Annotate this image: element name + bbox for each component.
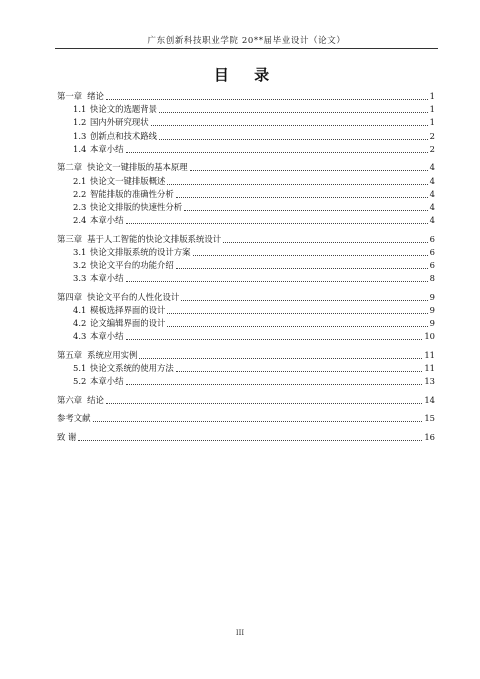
toc-entry-number: 4.2: [73, 318, 87, 329]
toc-entry-number: 第二章: [57, 162, 83, 173]
toc-page-number: 11: [424, 349, 435, 360]
toc-page-number: 6: [429, 260, 435, 271]
toc-section-entry[interactable]: [57, 175, 435, 188]
toc-page-number: 8: [429, 273, 435, 284]
toc-entry-number: 1.1: [73, 104, 87, 115]
toc-dot-leader: [167, 313, 427, 314]
toc-dot-leader: [93, 421, 423, 422]
toc-page-number: 6: [429, 233, 435, 244]
toc-entry-number: 第一章: [57, 90, 83, 101]
header-rule: [55, 48, 438, 49]
table-of-contents: [57, 90, 435, 444]
toc-entry-title: 参考文献: [57, 413, 91, 424]
toc-entry-title: 快论文排版的快速性分析: [90, 201, 183, 212]
toc-section-entry[interactable]: [57, 317, 435, 330]
toc-entry-title: 结论: [87, 394, 104, 405]
page-number: III: [235, 629, 245, 637]
toc-section-entry[interactable]: [57, 130, 435, 143]
toc-dot-leader: [190, 170, 428, 171]
toc-entry-number: 3.1: [73, 246, 87, 257]
toc-chapter-entry[interactable]: [57, 431, 435, 444]
toc-page-number: 4: [429, 162, 435, 173]
toc-entry-number: 3.2: [73, 260, 87, 271]
toc-entry-number: 2.4: [73, 215, 87, 226]
toc-page-number: 1: [429, 104, 435, 115]
toc-page-number: 4: [429, 201, 435, 212]
toc-dot-leader: [126, 281, 428, 282]
toc-dot-leader: [159, 139, 428, 140]
toc-section-entry[interactable]: [57, 143, 435, 156]
toc-section-entry[interactable]: [57, 188, 435, 201]
toc-section-entry[interactable]: [57, 304, 435, 317]
toc-entry-title: 基于人工智能的快论文排版系统设计: [87, 233, 222, 244]
toc-entry-title: 本章小结: [90, 331, 124, 342]
toc-entry-title: 模板选择界面的设计: [90, 304, 166, 315]
toc-entry-number: 2.3: [73, 201, 87, 212]
toc-entry-number: 4.1: [73, 304, 87, 315]
toc-dot-leader: [78, 440, 422, 441]
toc-section-entry[interactable]: [57, 375, 435, 388]
toc-page-number: 4: [429, 175, 435, 186]
toc-page-number: 9: [429, 291, 435, 302]
toc-section-entry[interactable]: [57, 362, 435, 375]
toc-page-number: 9: [429, 318, 435, 329]
toc-entry-number: 第六章: [57, 394, 83, 405]
toc-entry-title: 系统应用实例: [87, 349, 138, 360]
toc-dot-leader: [181, 300, 427, 301]
toc-dot-leader: [193, 255, 428, 256]
toc-entry-title: 快论文平台的功能介绍: [90, 260, 174, 271]
toc-dot-leader: [151, 125, 428, 126]
toc-entry-title: 智能排版的准确性分析: [90, 188, 174, 199]
toc-page-number: 2: [429, 143, 435, 154]
toc-page-number: 13: [424, 376, 435, 387]
toc-dot-leader: [126, 384, 423, 385]
toc-entry-title: 快论文一键排版概述: [90, 175, 166, 186]
toc-page-number: 1: [429, 90, 435, 101]
toc-chapter-entry[interactable]: [57, 291, 435, 304]
toc-dot-leader: [176, 268, 428, 269]
toc-page-number: 16: [424, 432, 435, 443]
toc-entry-title: 致 谢: [57, 432, 77, 443]
toc-entry-number: 1.3: [73, 130, 87, 141]
toc-dot-leader: [106, 99, 428, 100]
toc-page-number: 1: [429, 117, 435, 128]
toc-entry-title: 快论文系统的使用方法: [90, 363, 174, 374]
toc-section-entry[interactable]: [57, 272, 435, 285]
toc-section-entry[interactable]: [57, 201, 435, 214]
toc-dot-leader: [139, 358, 422, 359]
toc-page-number: 2: [429, 130, 435, 141]
toc-entry-title: 国内外研究现状: [90, 117, 149, 128]
toc-page-number: 14: [424, 394, 435, 405]
toc-entry-number: 5.2: [73, 376, 87, 387]
toc-chapter-entry[interactable]: [57, 394, 435, 407]
toc-entry-number: 1.4: [73, 143, 87, 154]
toc-entry-title: 快论文平台的人性化设计: [87, 291, 180, 302]
toc-dot-leader: [167, 184, 427, 185]
toc-section-entry[interactable]: [57, 330, 435, 343]
toc-entry-title: 创新点和技术路线: [90, 130, 157, 141]
toc-dot-leader: [126, 152, 428, 153]
toc-entry-title: 本章小结: [90, 376, 124, 387]
toc-dot-leader: [106, 403, 422, 404]
toc-page-number: 4: [429, 215, 435, 226]
toc-entry-title: 绪论: [87, 90, 104, 101]
toc-entry-title: 快论文排版系统的设计方案: [90, 246, 191, 257]
toc-entry-title: 本章小结: [90, 273, 124, 284]
toc-dot-leader: [126, 339, 423, 340]
toc-entry-number: 第五章: [57, 349, 83, 360]
toc-dot-leader: [159, 112, 428, 113]
toc-entry-number: 3.3: [73, 273, 87, 284]
toc-entry-number: 4.3: [73, 331, 87, 342]
toc-dot-leader: [176, 371, 423, 372]
toc-chapter-entry[interactable]: [57, 161, 435, 174]
toc-page-number: 6: [429, 246, 435, 257]
toc-entry-title: 快论文的选题背景: [90, 104, 157, 115]
toc-section-entry[interactable]: [57, 103, 435, 116]
toc-entry-number: 1.2: [73, 117, 87, 128]
toc-page-number: 10: [424, 331, 435, 342]
toc-page-number: 11: [424, 363, 435, 374]
toc-entry-number: 第三章: [57, 233, 83, 244]
toc-dot-leader: [184, 210, 428, 211]
toc-entry-title: 本章小结: [90, 215, 124, 226]
toc-section-entry[interactable]: [57, 246, 435, 259]
toc-chapter-entry[interactable]: [57, 233, 435, 246]
toc-chapter-entry[interactable]: [57, 90, 435, 103]
toc-section-entry[interactable]: [57, 214, 435, 227]
toc-dot-leader: [126, 223, 428, 224]
toc-page-number: 4: [429, 188, 435, 199]
toc-entry-title: 本章小结: [90, 143, 124, 154]
toc-dot-leader: [223, 242, 428, 243]
toc-dot-leader: [176, 197, 428, 198]
toc-section-entry[interactable]: [57, 259, 435, 272]
toc-page-number: 9: [429, 304, 435, 315]
toc-chapter-entry[interactable]: [57, 412, 435, 425]
toc-entry-title: 论文编辑界面的设计: [90, 318, 166, 329]
toc-dot-leader: [167, 326, 427, 327]
toc-entry-number: 2.2: [73, 188, 87, 199]
toc-entry-number: 第四章: [57, 291, 83, 302]
toc-chapter-entry[interactable]: [57, 349, 435, 362]
toc-title: 目 录: [213, 66, 280, 84]
toc-section-entry[interactable]: [57, 116, 435, 129]
running-header: 广东创新科技职业学院 20**届毕业设计（论文）: [147, 36, 346, 46]
toc-page-number: 15: [424, 413, 435, 424]
toc-entry-title: 快论文一键排版的基本原理: [87, 162, 188, 173]
toc-entry-number: 5.1: [73, 363, 87, 374]
toc-entry-number: 2.1: [73, 175, 87, 186]
